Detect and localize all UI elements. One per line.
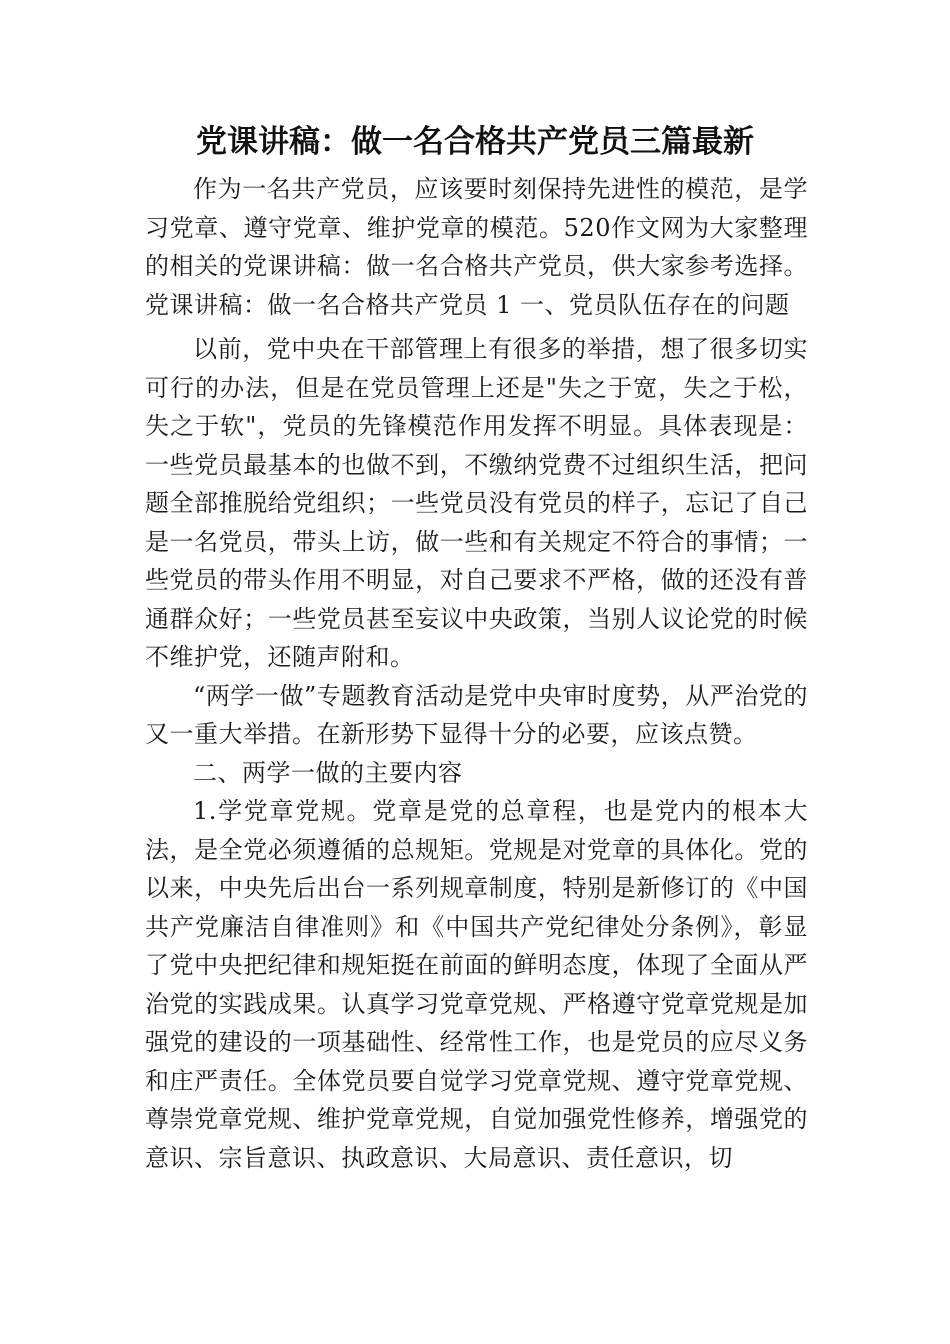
document-body [145,170,808,1177]
paragraph-two-studies: “两学一做”专题教育活动是党中央审时度势，从严治党的又一重大举措。在新形势下显得十分的必要，应该点赞。 [145,681,808,748]
document-title: 党课讲稿：做一名合格共产党员三篇最新 [196,124,754,160]
paragraph-intro: 作为一名共产党员，应该要时刻保持先进性的模范，是学习党章、遵守党章、维护党章的模范。520作文网为大家整理的相关的党课讲稿：做一名合格共产党员，供大家参考选择。党课讲稿：做一名合格共产党员 1 一、党员队伍存在的问题 [145,175,808,319]
section-heading: 二、两学一做的主要内容 [193,758,463,787]
paragraph-party-rules: 1.学党章党规。党章是党的总章程，也是党内的根本大法，是全党必须遵循的总规矩。党规是对党章的具体化。党的以来，中央先后出台一系列规章制度，特别是新修订的《中国共产党廉洁自律准则》和《中国共产党纪律处分条例》，彰显了党中央把纪律和规矩挺在前面的鲜明态度，体现了全面从严治党的实践成果。认真学习党章党规、严格遵守党章党规是加强党的建设的一项基础性、经常性工作，也是党员的应尽义务和庄严责任。全体党员要自觉学习党章党规、遵守党章党规、尊崇党章党规、维护党章党规，自觉加强党性修养，增强党的意识、宗旨意识、执政意识、大局意识、责任意识，切 [145,797,808,1172]
paragraph-problems: 以前，党中央在干部管理上有很多的举措，想了很多切实可行的办法，但是在党员管理上还是"失之于宽，失之于松，失之于软"，党员的先锋模范作用发挥不明显。具体表现是：一些党员最基本的也做不到，不缴纳党费不过组织生活，把问题全部推脱给党组织；一些党员没有党员的样子，忘记了自己是一名党员，带头上访，做一些和有关规定不符合的事情；一些党员的带头作用不明显，对自己要求不严格，做的还没有普通群众好；一些党员甚至妄议中央政策，当别人议论党的时候不维护党，还随声附和。 [145,335,808,671]
